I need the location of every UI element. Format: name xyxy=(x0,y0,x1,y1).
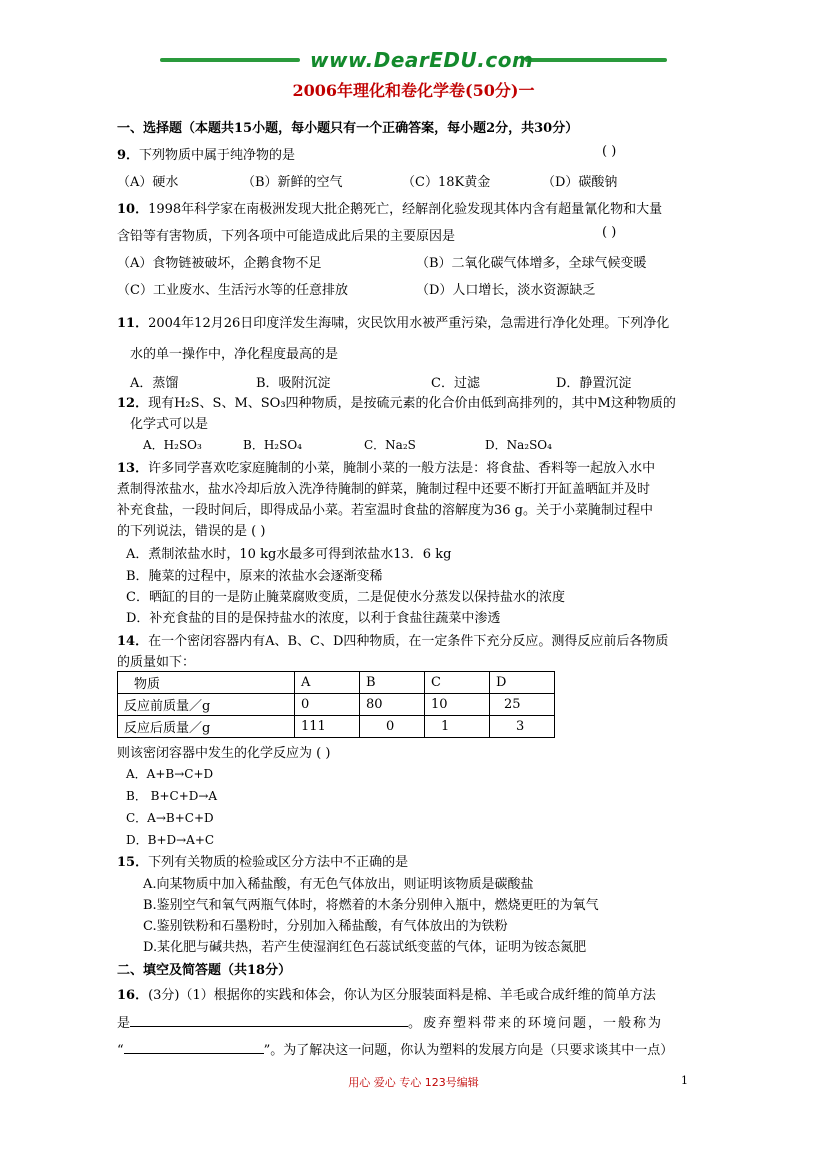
question-10 xyxy=(117,198,662,217)
question-text: 。废弃塑料带来的环境问题，一般称为 xyxy=(408,1016,664,1031)
table-cell: 0 xyxy=(295,694,360,716)
question-11 xyxy=(117,312,669,331)
question-stem: 下列物质中属于纯净物的是 xyxy=(139,148,296,163)
option: （A）硬水 xyxy=(117,175,179,190)
question-text xyxy=(117,1012,663,1031)
question-number: 13． xyxy=(117,461,149,476)
table-cell: 物质 xyxy=(118,672,295,694)
section-heading: 二、填空及简答题（共18分） xyxy=(117,963,292,978)
question-text: 1998年科学家在南极洲发现大批企鹅死亡，经解剖化验发现其体内含有超量氰化物和大量 xyxy=(148,202,663,217)
option: D．B+D→A+C xyxy=(126,833,215,847)
option: （D）人口增长，淡水资源缺乏 xyxy=(416,283,596,298)
question-9 xyxy=(117,144,295,163)
banner-left-swoosh xyxy=(160,58,300,62)
table-cell: 10 xyxy=(425,694,490,716)
table-cell: 1 xyxy=(425,716,490,738)
question-text: ”。为了解决这一问题，你认为塑料的发展方向是（只要求谈其中一点） xyxy=(263,1043,674,1058)
answer-blank[interactable] xyxy=(124,1039,264,1054)
question-text: 化学式可以是 xyxy=(130,417,209,432)
option: A．A+B→C+D xyxy=(126,767,214,781)
page-title: 2006年理化和卷化学卷(50分)一 xyxy=(292,81,535,100)
question-number: 9． xyxy=(117,148,140,163)
option: D．静置沉淀 xyxy=(556,376,632,391)
banner-right-swoosh xyxy=(525,58,667,62)
question-number: 10． xyxy=(117,202,149,217)
answer-paren: ( ) xyxy=(602,225,617,240)
table-cell: 80 xyxy=(360,694,425,716)
question-text: 煮制得浓盐水，盐水冷却后放入洗净待腌制的鲜菜，腌制过程中还要不断打开缸盖晒缸并及时 xyxy=(117,482,651,497)
question-text: 的下列说法，错误的是 ( ) xyxy=(117,524,266,539)
table-cell: B xyxy=(360,672,425,694)
table-row xyxy=(118,694,555,716)
question-14 xyxy=(117,630,668,649)
table-cell: D xyxy=(490,672,555,694)
question-text: “ xyxy=(117,1043,124,1058)
option: A.向某物质中加入稀盐酸，有无色气体放出，则证明该物质是碳酸盐 xyxy=(143,877,534,892)
option: A．煮制浓盐水时，10 kg水最多可得到浓盐水13．6 kg xyxy=(126,547,452,562)
option: C．过滤 xyxy=(431,376,480,391)
question-12 xyxy=(117,392,676,411)
option: （C）工业废水、生活污水等的任意排放 xyxy=(117,283,348,298)
question-16 xyxy=(117,984,656,1003)
table-cell: 反应前质量／g xyxy=(118,694,295,716)
answer-blank[interactable] xyxy=(130,1012,408,1027)
option: C.鉴别铁粉和石墨粉时，分别加入稀盐酸，有气体放出的为铁粉 xyxy=(143,919,508,934)
question-13 xyxy=(117,457,655,476)
table-cell: 111 xyxy=(295,716,360,738)
option: D．Na₂SO₄ xyxy=(485,438,552,452)
question-number: 12． xyxy=(117,396,149,411)
option: B． B+C+D→A xyxy=(126,789,218,803)
option: B．腌菜的过程中，原来的浓盐水会逐渐变稀 xyxy=(126,569,383,584)
question-stem: 下列有关物质的检验或区分方法中不正确的是 xyxy=(148,855,409,870)
question-number: 15． xyxy=(117,855,149,870)
question-text: 2004年12月26日印度洋发生海啸，灾民饮用水被严重污染，急需进行净化处理。下列净化 xyxy=(148,316,670,331)
question-text: 在一个密闭容器内有A、B、C、D四种物质，在一定条件下充分反应。测得反应前后各物质 xyxy=(148,634,669,649)
option: D．补充食盐的目的是保持盐水的浓度，以利于食盐往蔬菜中渗透 xyxy=(126,611,501,626)
table-cell: 0 xyxy=(360,716,425,738)
question-text: 含铅等有害物质，下列各项中可能造成此后果的主要原因是 xyxy=(117,229,456,244)
question-text: 则该密闭容器中发生的化学反应为 ( ) xyxy=(117,746,331,761)
question-text: 许多同学喜欢吃家庭腌制的小菜，腌制小菜的一般方法是：将食盐、香料等一起放入水中 xyxy=(148,461,656,476)
footer-text: 用心 爱心 专心 123号编辑 xyxy=(348,1076,479,1089)
option: C．Na₂S xyxy=(364,438,416,452)
section-heading: 一、选择题（本题共15小题，每小题只有一个正确答案，每小题2分，共30分） xyxy=(117,121,579,136)
option: C．A→B+C+D xyxy=(126,811,214,825)
option: A．H₂SO₃ xyxy=(143,438,202,452)
table-cell: C xyxy=(425,672,490,694)
option: D.某化肥与碱共热，若产生使湿润红色石蕊试纸变蓝的气体，证明为铵态氮肥 xyxy=(143,940,587,955)
question-text: 的质量如下： xyxy=(117,655,196,670)
question-text: 补充食盐，一段时间后，即得成品小菜。若室温时食盐的溶解度为36 g。关于小菜腌制过程中 xyxy=(117,503,653,518)
option: A．蒸馏 xyxy=(130,376,179,391)
option: B.鉴别空气和氧气两瓶气体时，将燃着的木条分别伸入瓶中，燃烧更旺的为氧气 xyxy=(143,898,599,913)
answer-paren: ( ) xyxy=(602,144,617,159)
question-number: 16． xyxy=(117,988,149,1003)
site-logo: www.DearEDU.com xyxy=(310,48,534,72)
option: （A）食物链被破坏，企鹅食物不足 xyxy=(117,256,322,271)
question-number: 14． xyxy=(117,634,149,649)
option: （C）18K黄金 xyxy=(402,175,491,190)
question-text: (3分)（1）根据你的实践和体会，你认为区分服装面料是棉、羊毛或合成纤维的简单方法 xyxy=(148,988,656,1003)
question-number: 11． xyxy=(117,316,149,331)
question-text: 是 xyxy=(117,1016,131,1031)
option: C．晒缸的目的一是防止腌菜腐败变质，二是促使水分蒸发以保持盐水的浓度 xyxy=(126,590,565,605)
table-header-row xyxy=(118,672,555,694)
option: （B）新鲜的空气 xyxy=(242,175,343,190)
table-cell: A xyxy=(295,672,360,694)
question-text xyxy=(117,1039,673,1058)
option: B．吸附沉淀 xyxy=(256,376,331,391)
option: B．H₂SO₄ xyxy=(243,438,302,452)
table-cell: 25 xyxy=(490,694,555,716)
question-15 xyxy=(117,851,408,870)
question-text: 水的单一操作中，净化程度最高的是 xyxy=(130,347,339,362)
table-row xyxy=(118,716,555,738)
option: （D）碳酸钠 xyxy=(542,175,618,190)
table-cell: 3 xyxy=(490,716,555,738)
table-cell: 反应后质量／g xyxy=(118,716,295,738)
page-number: 1 xyxy=(681,1074,688,1087)
mass-table xyxy=(117,671,555,738)
question-text: 现有H₂S、S、M、SO₃四种物质，是按硫元素的化合价由低到高排列的，其中M这种物质的 xyxy=(148,396,676,411)
option: （B）二氧化碳气体增多，全球气候变暖 xyxy=(416,256,647,271)
